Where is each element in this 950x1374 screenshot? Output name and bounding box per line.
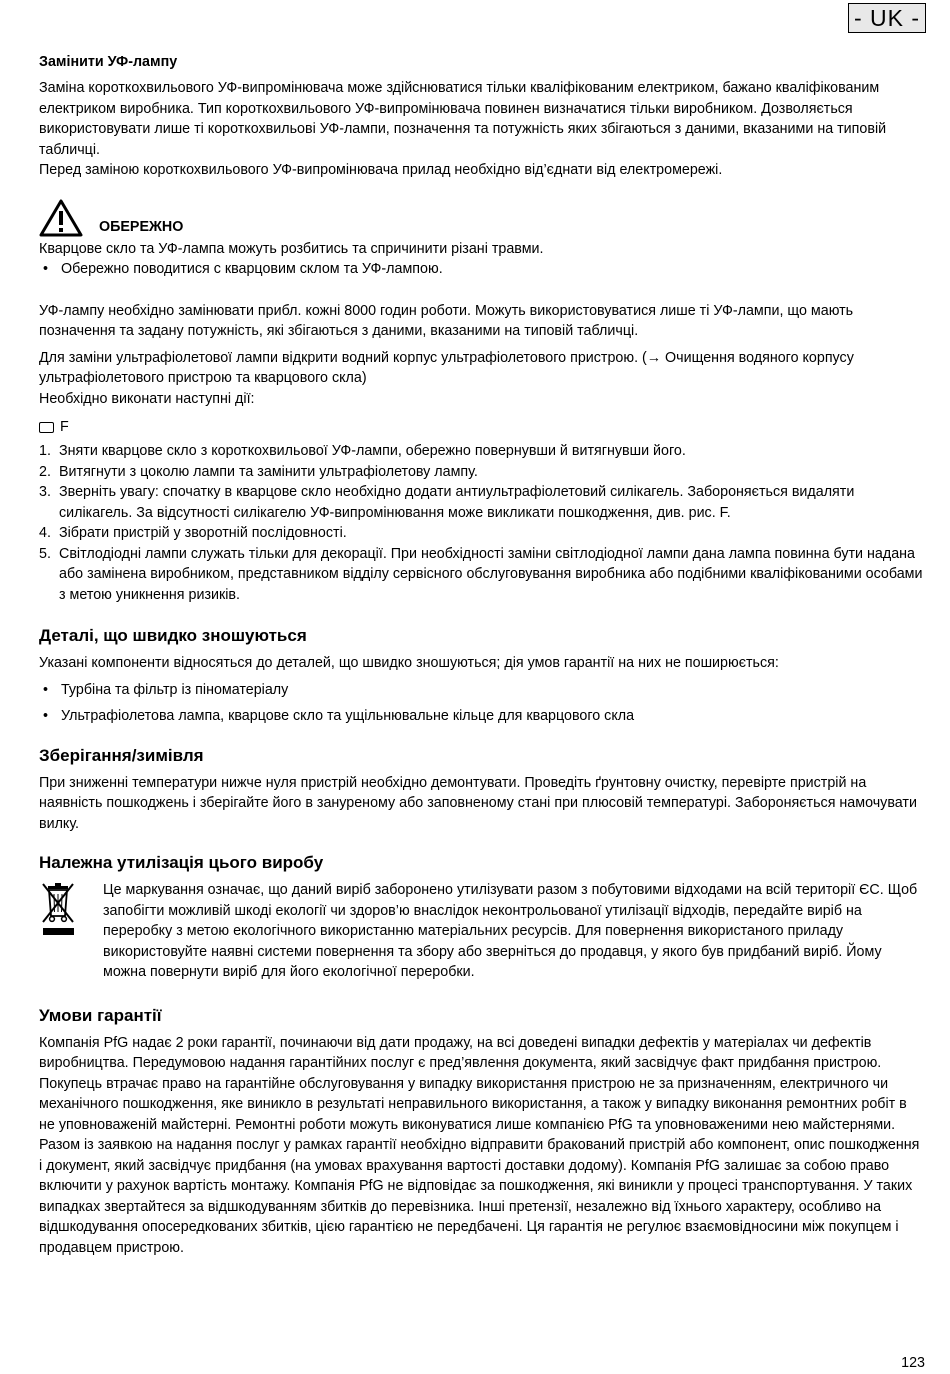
disposal-block: [39, 880, 924, 983]
warning-triangle-icon: [39, 199, 83, 237]
steps-list: [39, 441, 924, 605]
list-item: [39, 544, 924, 606]
page-number: 123: [901, 1355, 925, 1371]
page-content: [39, 52, 924, 1258]
wear-parts-list: [39, 680, 924, 727]
caution-bullet: • Обережно поводитися с кварцовим склом та УФ-лампою.: [39, 259, 924, 280]
warranty-title: Умови гарантії: [39, 1005, 162, 1025]
step-number: 3.: [39, 484, 51, 500]
figure-reference: [39, 417, 924, 437]
replace-paragraph-1: УФ-лампу необхідно замінювати прибл. кожні 8000 годин роботи. Можуть використовуватися лише ті УФ-лампи, що мають позначення та задану потужність, які збігаються з даними, вказаними на типовій табличці.: [39, 302, 854, 339]
caution-title: ОБЕРЕЖНО: [99, 218, 184, 235]
step-number: 2.: [39, 463, 51, 480]
step-text: Витягнути з цоколю лампи та замінити ультрафіолетову лампу.: [59, 463, 478, 480]
list-item: [39, 482, 924, 523]
caution-list: [39, 259, 924, 280]
step-number: 5.: [39, 545, 51, 562]
list-item: • Турбіна та фільтр із піноматеріалу: [39, 680, 924, 701]
list-item: [39, 441, 924, 462]
list-item: [39, 523, 924, 544]
step-text: Світлодіодні лампи служать тільки для декорації. При необхідності заміни світлодіодної лампи дана лампа повинна бути надана або замінена виробником, представником відділу сервісного обслуговування виробника або подібними кваліфікованими особами з метою уникнення ризиків.: [59, 545, 923, 603]
uv-lamp-paragraph-1: Заміна короткохвильового УФ-випромінювача може здійснюватися тільки кваліфікованим електриком, бажано кваліфікованим електриком виробника. Тип короткохвильового УФ-випромінювача повинен визначатися тільки виробником. Дозволяється використовувати лише ті короткохвильові УФ-лампи, позначення та потужність яких збігаються з даними, вказаними на типовій табличці.: [39, 80, 887, 158]
language-badge: - UK -: [848, 3, 926, 33]
crossed-out-wheelie-bin-icon: [39, 880, 79, 940]
list-item: [39, 462, 924, 483]
wear-parts-title: Деталі, що швидко зношуються: [39, 626, 307, 645]
caution-block: [39, 199, 924, 237]
uv-lamp-title: Замінити УФ-лампу: [39, 54, 178, 70]
replace-paragraph-2: Для заміни ультрафіолетової лампи відкрити водний корпус ультрафіолетового пристрою. (→ Очищення водяного корпусу ультрафіолетового пристрою та кварцового скла): [39, 349, 854, 386]
list-item: • Ультрафіолетова лампа, кварцове скло та ущільнювальне кільце для кварцового скла: [39, 706, 924, 727]
warranty-text: Компанія PfG надає 2 роки гарантії, починаючи від дати продажу, на всі доведені випадки дефектів у матеріалах чи дефектів виробництва. Передумовою надання гарантійних послуг є пред’явлення документа, який засвідчує факт придбання пристрою. Покупець втрачає право на гарантійне обслуговування у випадку використання пристрою не за призначенням, електричного чи механічного пошкодження, яке виникло в результаті неправильного використання, а також у випадку виконання ремонтних робіт в не уповноваженій майстерні. Ремонтні роботи можуть виконуватися лише компанією PfG та уповноваженими нею майстернями. Разом із заявкою на надання послуг у рамках гарантії необхідно відправити бракований пристрій або компонент, опис пошкодження і документ, який засвідчує придбання (на умовах врахування вартості доставки додому). Компанія PfG залишає за собою право включити у рахунок вартість монтажу. Компанія PfG не відповідає за пошкодження, які виникли у процесі транспортування. У таких випадках звертайтеся за відшкодуванням збитків до перевізника. Інші претензії, незалежно від їхнього характеру, особливо на відшкодування опосередкованих збитків, цією гарантією не передбачені. Ця гарантія не регулює взаємовідносини між покупцем і продавцем пристрою.: [39, 1034, 920, 1256]
step-number: 1.: [39, 443, 51, 459]
replace-paragraph-3: Необхідно виконати наступні дії:: [39, 390, 255, 407]
disposal-title: Належна утилізація цього виробу: [39, 853, 324, 872]
disposal-text: Це маркування означає, що даний виріб заборонено утилізувати разом з побутовими відходами на всій території ЄС. Щоб запобігти можливій шкоді екології чи здоров’ю внаслідок неконтрольованої утилізації відходів, передайте виріб на переробку з метою екологічного використанню матеріальних ресурсів. Для повернення використаного приладу використовуйте наявні системи повернення та збору або зверніться до продавця, у якого був придбаний виріб. Йому можна повернути виріб для його екологічної переробки.: [103, 882, 918, 980]
step-text: Зверніть увагу: спочатку в кварцове скло необхідно додати антиультрафіолетовий силікагель. Забороняється видаляти силікагель. За відсутності силікагелю УФ-випромінювання може викликати пошкодження, див. рис. F.: [59, 484, 855, 521]
caution-text: Кварцове скло та УФ-лампа можуть розбитись та спричинити різані травми.: [39, 240, 544, 257]
storage-title: Зберігання/зимівля: [39, 745, 204, 765]
figure-label: F: [60, 419, 69, 435]
figure-icon: [39, 422, 54, 433]
uv-lamp-paragraph-2: Перед заміною короткохвильового УФ-випромінювача прилад необхідно від’єднати від електромережі.: [39, 162, 723, 178]
step-text: Зняти кварцове скло з короткохвильової УФ-лампи, обережно повернувши й витягнувши його.: [59, 443, 686, 459]
step-number: 4.: [39, 525, 51, 541]
storage-text: При зниженні температури нижче нуля пристрій необхідно демонтувати. Проведіть ґрунтовну очистку, перевірте пристрій на наявність пошкоджень і зберігайте його в зануреному або заповненому стані при плюсовій температурі. Забороняється намочувати вилку.: [39, 774, 917, 832]
wear-parts-intro: Указані компоненти відносяться до деталей, що швидко зношуються; дія умов гарантії на них не поширюється:: [39, 655, 779, 671]
step-text: Зібрати пристрій у зворотній послідовності.: [59, 525, 347, 541]
